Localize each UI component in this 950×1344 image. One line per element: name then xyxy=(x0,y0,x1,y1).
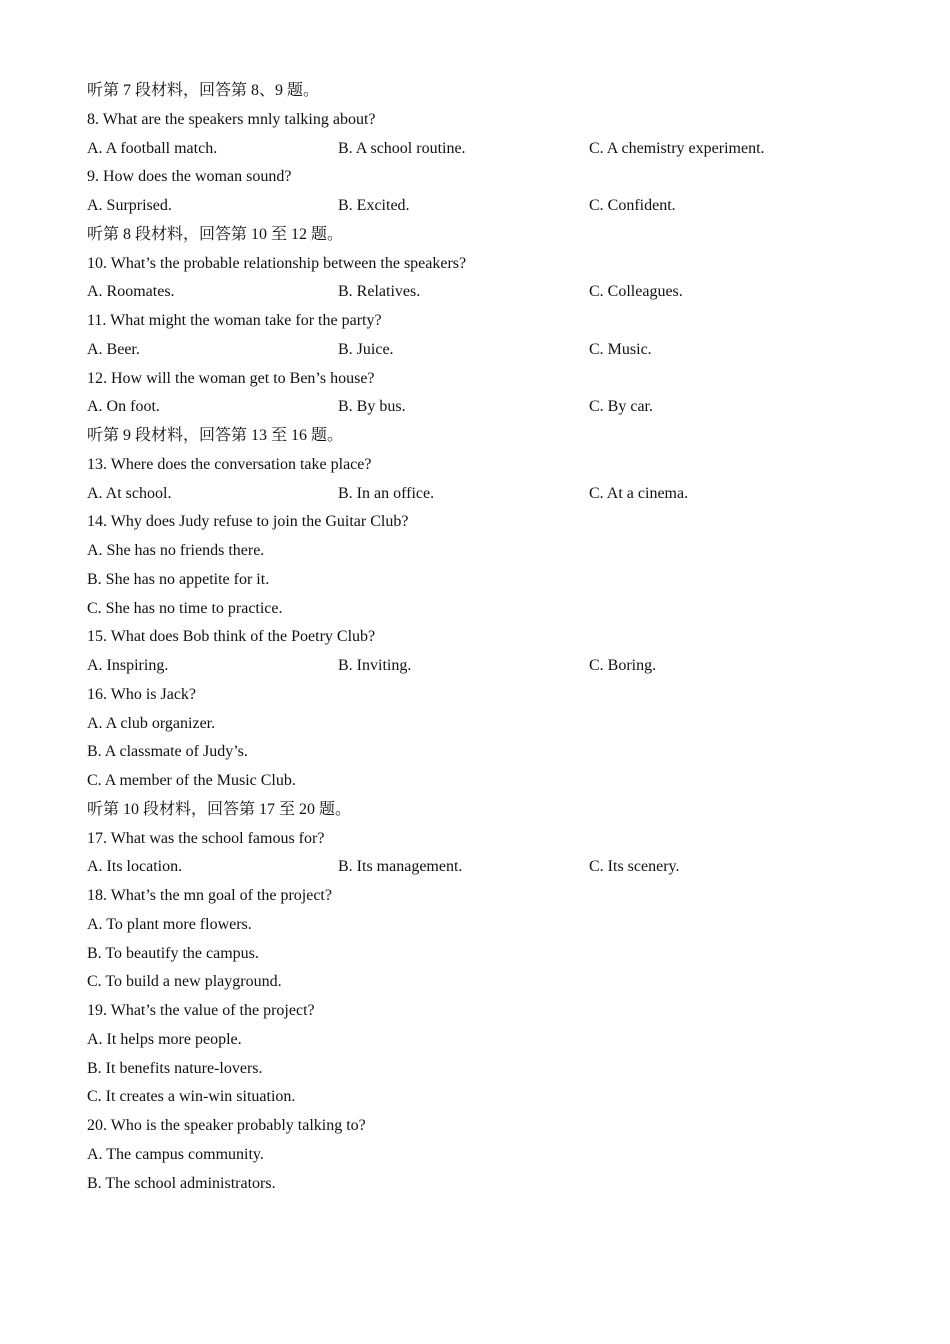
answer-option: A. She has no friends there. xyxy=(87,542,265,559)
answer-option: B. A classmate of Judy’s. xyxy=(87,743,248,761)
answer-option: C. Its scenery. xyxy=(589,858,680,876)
answer-option: B. The school administrators. xyxy=(87,1174,276,1192)
answer-options-row xyxy=(87,278,887,307)
question-text: 15. What does Bob think of the Poetry Club? xyxy=(87,628,376,646)
answer-option: B. Juice. xyxy=(338,340,394,358)
answer-options-row xyxy=(87,652,887,681)
answer-option: A. The campus community. xyxy=(87,1145,264,1163)
question-text: 12. How will the woman get to Ben’s house? xyxy=(87,369,375,387)
answer-option: B. It benefits nature-lovers. xyxy=(87,1059,263,1077)
document-page xyxy=(87,77,887,1198)
answer-option: B. Its management. xyxy=(338,858,463,876)
question-text: 9. How does the woman sound? xyxy=(87,168,292,186)
answer-options-row xyxy=(87,336,887,365)
answer-option: A. Surprised. xyxy=(87,197,172,214)
answer-option: C. A member of the Music Club. xyxy=(87,772,296,789)
answer-option: C. It creates a win-win situation. xyxy=(87,1088,296,1106)
answer-option: C. By car. xyxy=(589,398,653,416)
answer-option: C. At a cinema. xyxy=(589,484,689,502)
question-text: 13. Where does the conversation take place? xyxy=(87,455,372,473)
answer-option: A. Its location. xyxy=(87,858,183,876)
answer-option: C. To build a new playground. xyxy=(87,973,282,991)
section-instruction: 听第 9 段材料，回答第 13 至 16 题。 xyxy=(87,427,344,444)
answer-options-row xyxy=(87,480,887,509)
answer-option: C. A chemistry experiment. xyxy=(589,139,765,157)
answer-options-row xyxy=(87,135,887,164)
question-text: 14. Why does Judy refuse to join the Guitar Club? xyxy=(87,513,409,531)
question-text: 8. What are the speakers mnly talking about? xyxy=(87,110,376,128)
answer-option: C. Boring. xyxy=(589,657,657,674)
answer-option: A. It helps more people. xyxy=(87,1030,242,1048)
answer-option: B. By bus. xyxy=(338,398,406,416)
answer-option: C. Music. xyxy=(589,340,652,358)
question-text: 18. What’s the mn goal of the project? xyxy=(87,887,332,904)
answer-option: B. In an office. xyxy=(338,484,435,502)
answer-option: B. To beautify the campus. xyxy=(87,944,259,962)
answer-option: B. Inviting. xyxy=(338,657,412,674)
answer-option: A. A football match. xyxy=(87,139,218,157)
answer-option: C. She has no time to practice. xyxy=(87,599,283,617)
answer-option: A. A club organizer. xyxy=(87,714,216,732)
question-text: 20. Who is the speaker probably talking to? xyxy=(87,1117,366,1134)
answer-option: B. Excited. xyxy=(338,197,410,214)
question-text: 16. Who is Jack? xyxy=(87,685,197,703)
answer-option: A. Inspiring. xyxy=(87,657,169,674)
answer-option: B. Relatives. xyxy=(338,283,421,301)
answer-option: C. Confident. xyxy=(589,197,676,214)
question-text: 19. What’s the value of the project? xyxy=(87,1002,315,1019)
section-instruction: 听第 8 段材料，回答第 10 至 12 题。 xyxy=(87,225,344,243)
question-text: 10. What’s the probable relationship between the speakers? xyxy=(87,254,467,272)
answer-option: C. Colleagues. xyxy=(589,283,683,301)
answer-options-row xyxy=(87,192,887,221)
answer-options-row xyxy=(87,393,887,422)
section-instruction: 听第 10 段材料，回答第 17 至 20 题。 xyxy=(87,800,352,818)
answer-option: A. Beer. xyxy=(87,340,140,358)
answer-options-row xyxy=(87,853,887,882)
question-text: 17. What was the school famous for? xyxy=(87,829,325,847)
answer-option: B. She has no appetite for it. xyxy=(87,570,270,588)
answer-option: A. On foot. xyxy=(87,398,160,416)
answer-option: A. Roomates. xyxy=(87,283,175,301)
answer-option: A. At school. xyxy=(87,484,172,502)
answer-option: B. A school routine. xyxy=(338,139,466,157)
section-instruction: 听第 7 段材料，回答第 8、9 题。 xyxy=(87,82,320,99)
question-text: 11. What might the woman take for the party? xyxy=(87,312,382,329)
answer-option: A. To plant more flowers. xyxy=(87,915,252,933)
